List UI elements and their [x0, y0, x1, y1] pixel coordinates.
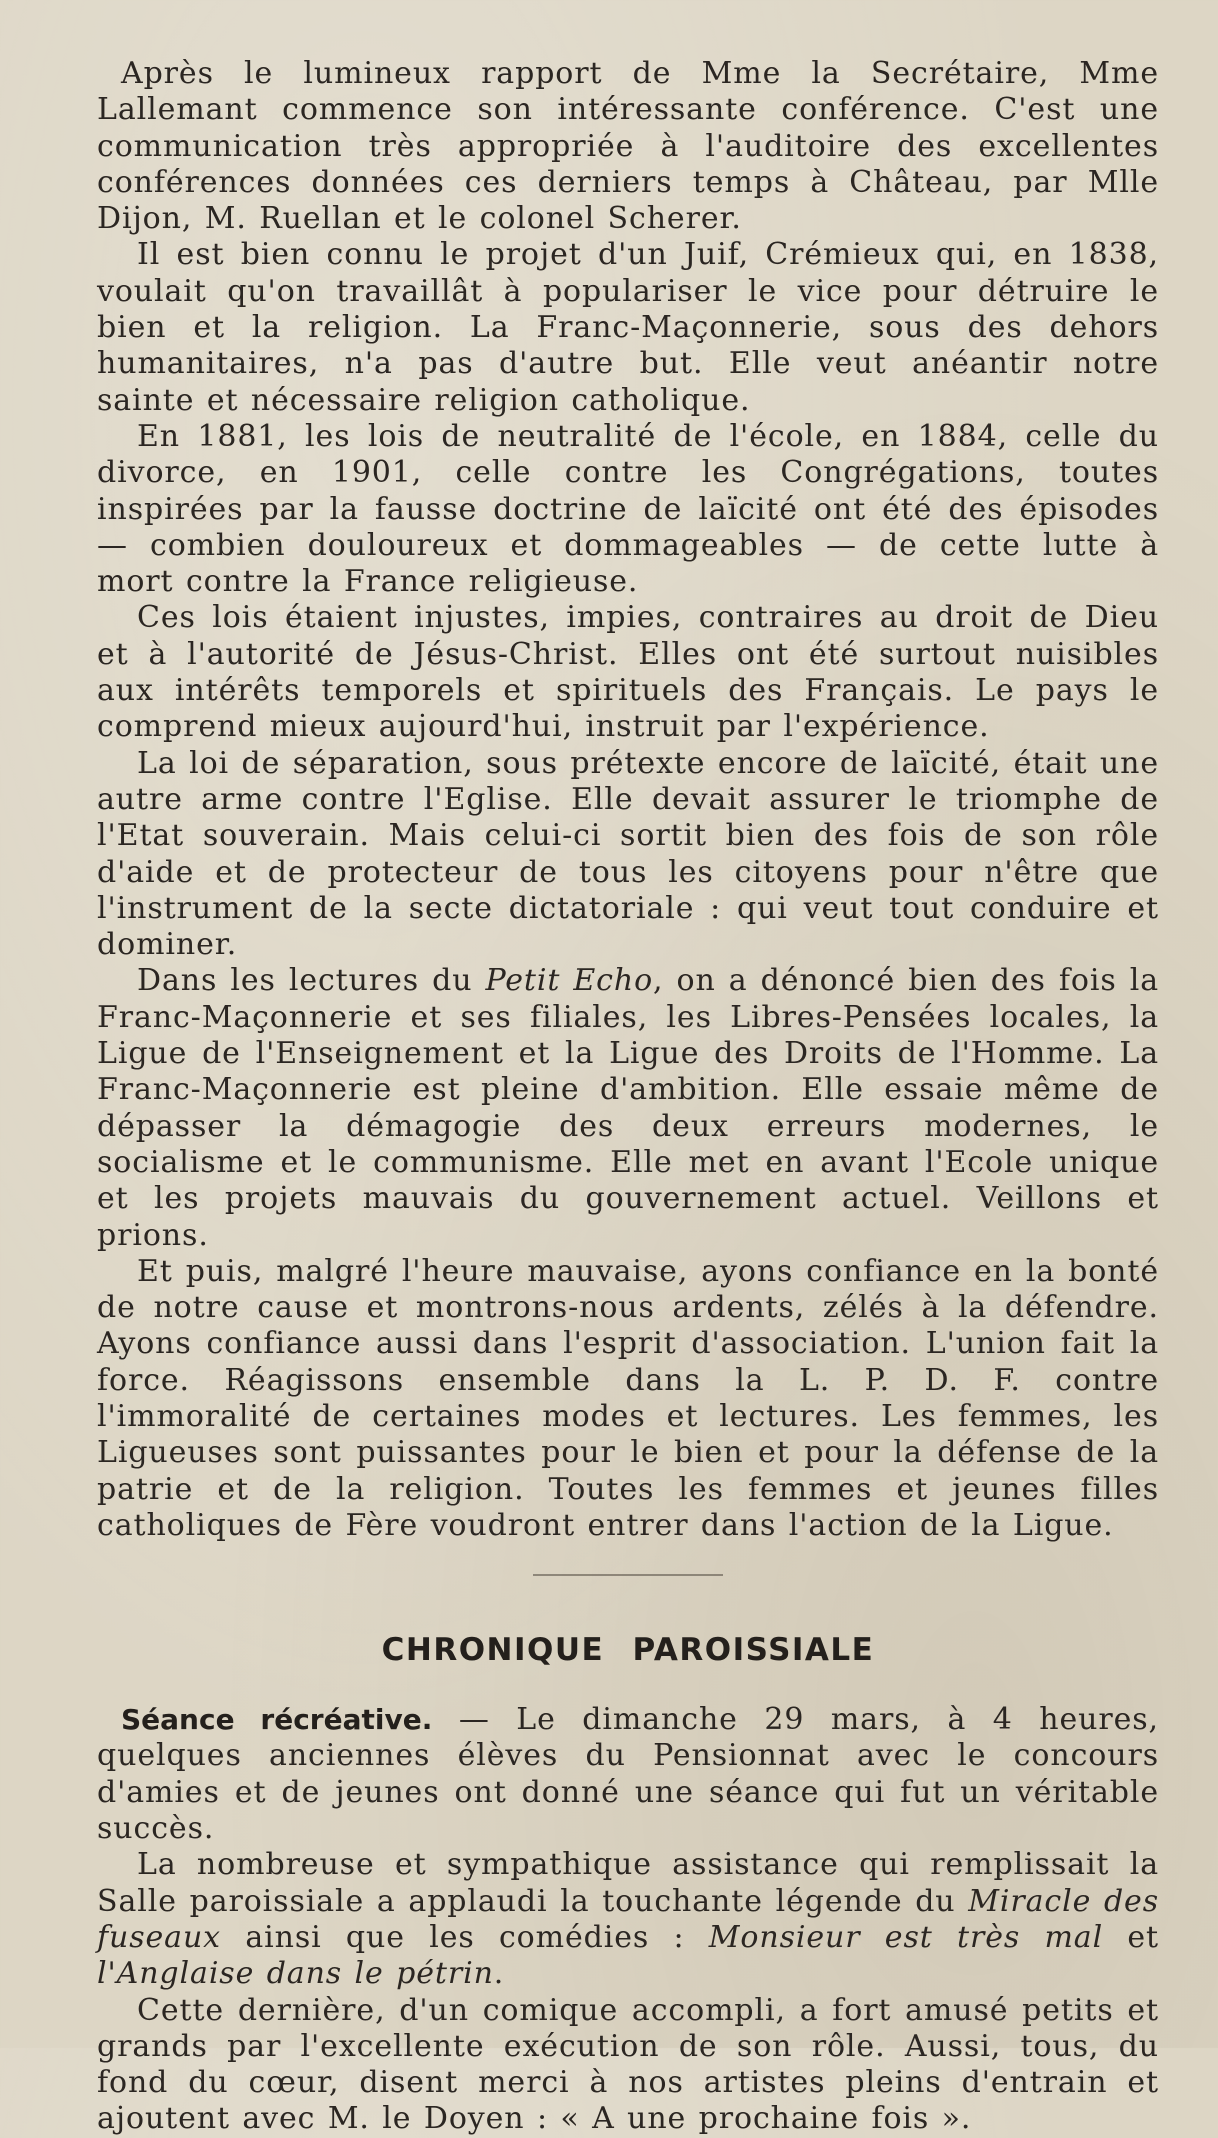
run-in-heading: Séance récréative.	[121, 1703, 433, 1737]
paragraph: La loi de séparation, sous prétexte encore de laïcité, était une autre arme contre l'Eglise. Elle devait assurer le triomphe de l'Etat souverain. Mais celui-ci sortit bien des fois de son rôle d'aide et de protecteur de tous les citoyens pour n'être que l'instrument de la secte dictatoriale : qui veut tout conduire et dominer.	[97, 745, 1159, 963]
chronique-paroissiale	[97, 1702, 1159, 2138]
text-run: , on a dénoncé bien des fois la Franc-Maçonnerie et ses filiales, les Libres-Pensées locales, la Ligue de l'Enseignement et la Ligue des Droits de l'Homme. La Franc-Maçonnerie est pleine d'ambition. Elle essaie même de dépasser la démagogie des deux erreurs modernes, le socialisme et le communisme. Elle met en avant l'Ecole unique et les projets mauvais du gouvernement actuel. Veillons et prions.	[97, 963, 1159, 1253]
text-run: .	[493, 1956, 505, 1992]
paragraph: Cette dernière, d'un comique accompli, a fort amusé petits et grands par l'excellente exécution de son rôle. Aussi, tous, du fond du cœur, disent merci à nos artistes pleins d'entrain et ajoutent avec M. le Doyen : « A une prochaine fois ».	[97, 1992, 1159, 2137]
paragraph	[97, 963, 1159, 1253]
paragraph	[97, 1847, 1159, 1992]
play-title: Monsieur est très mal	[708, 1919, 1104, 1955]
paragraph	[97, 1702, 1159, 1847]
periodical-title: Petit Echo	[485, 963, 654, 999]
paragraph: Après le lumineux rapport de Mme la Secrétaire, Mme Lallemant commence son intéressante conférence. C'est une communication très appropriée à l'auditoire des excellentes conférences données ces derniers temps à Château, par Mlle Dijon, M. Ruellan et le colonel Scherer.	[97, 56, 1159, 237]
text-run: La nombreuse et sympathique assistance qui remplissait la Salle paroissiale a applaudi la touchante légende du	[97, 1847, 1159, 1919]
document-page	[97, 56, 1159, 2138]
play-title: l'Anglaise dans le pétrin	[97, 1956, 494, 1992]
paragraph: Et puis, malgré l'heure mauvaise, ayons confiance en la bonté de notre cause et montrons-nous ardents, zélés à la défendre. Ayons confiance aussi dans l'esprit d'association. L'union fait la force. Réagissons ensemble dans la L. P. D. F. contre l'immoralité de certaines modes et lectures. Les femmes, les Ligueuses sont puissantes pour le bien et pour la défense de la patrie et de la religion. Toutes les femmes et jeunes filles catholiques de Fère voudront entrer dans l'action de la Ligue.	[97, 1253, 1159, 1543]
text-run: Dans les lectures du	[137, 963, 486, 999]
conference-report	[97, 56, 1159, 1544]
text-run: — Le dimanche 29 mars, à 4 heures, quelques anciennes élèves du Pensionnat avec le concours d'amies et de jeunes ont donné une séance qui fut un véritable succès.	[97, 1702, 1159, 1847]
text-run: ainsi que les comédies :	[221, 1919, 709, 1955]
section-title: CHRONIQUE PAROISSIALE	[381, 1632, 875, 1669]
paragraph: Ces lois étaient injustes, impies, contraires au droit de Dieu et à l'autorité de Jésus-Christ. Elles ont été surtout nuisibles aux intérêts temporels et spirituels des Français. Le pays le comprend mieux aujourd'hui, instruit par l'expérience.	[97, 600, 1159, 745]
play-title: Miracle des fuseaux	[97, 1883, 1160, 1955]
paragraph: En 1881, les lois de neutralité de l'école, en 1884, celle du divorce, en 1901, celle contre les Congrégations, toutes inspirées par la fausse doctrine de laïcité ont été des épisodes — combien douloureux et dommageables — de cette lutte à mort contre la France religieuse.	[97, 418, 1159, 600]
text-run: et	[1103, 1919, 1159, 1955]
paragraph: Il est bien connu le projet d'un Juif, Crémieux qui, en 1838, voulait qu'on travaillât à populariser le vice pour détruire le bien et la religion. La Franc-Maçonnerie, sous des dehors humanitaires, n'a pas d'autre but. Elle veut anéantir notre sainte et nécessaire religion catholique.	[97, 237, 1159, 418]
section-divider	[533, 1574, 723, 1576]
